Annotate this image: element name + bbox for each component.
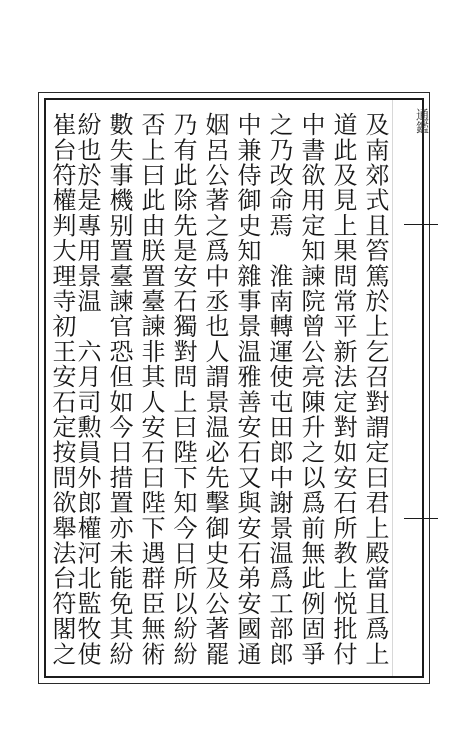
text-column-7: 乃有此除先是安石獨對問上曰陛下知今日所以紛紛 [169, 112, 197, 667]
text-column-11: 崔台符權判大理寺初王安石定按問欲舉法台符閣之 [48, 112, 76, 667]
spine-rule [392, 100, 393, 676]
text-column-2: 道此及見上果問常平新法定對如安石所教上悦批付 [329, 112, 357, 667]
text-column-9: 數失事機别置臺諫官恐但如今日措置亦未能免其紛 [105, 112, 133, 667]
margin-marker-bottom [404, 518, 438, 519]
text-column-4: 之乃改命焉 淮南轉運使屯田郎中謝景温爲工部郎 [265, 112, 293, 667]
margin-title: 通鑑 [413, 108, 428, 134]
text-column-1: 及南郊式且笞篤於上乞召對謂定曰君上殿當且爲上 [361, 112, 389, 667]
text-column-6: 姻呂公著之爲中丞也人謂景温必先擊御史及公著罷 [201, 112, 229, 667]
text-column-5: 中兼侍御史知雜事景温雅善安石又與安石弟安國通 [233, 112, 261, 667]
text-column-3: 中書欲用定知諫院曾公亮陳升之以爲前無此例固爭 [297, 112, 325, 667]
margin-marker-top [404, 224, 438, 225]
text-column-10: 紛也於是專用景温 六月司勲員外郎權河北監牧使 [73, 112, 101, 667]
page-top-margin [0, 0, 475, 92]
text-column-8: 否上曰此由朕置臺諫非其人安石曰陛下遇群臣無術 [137, 112, 165, 667]
